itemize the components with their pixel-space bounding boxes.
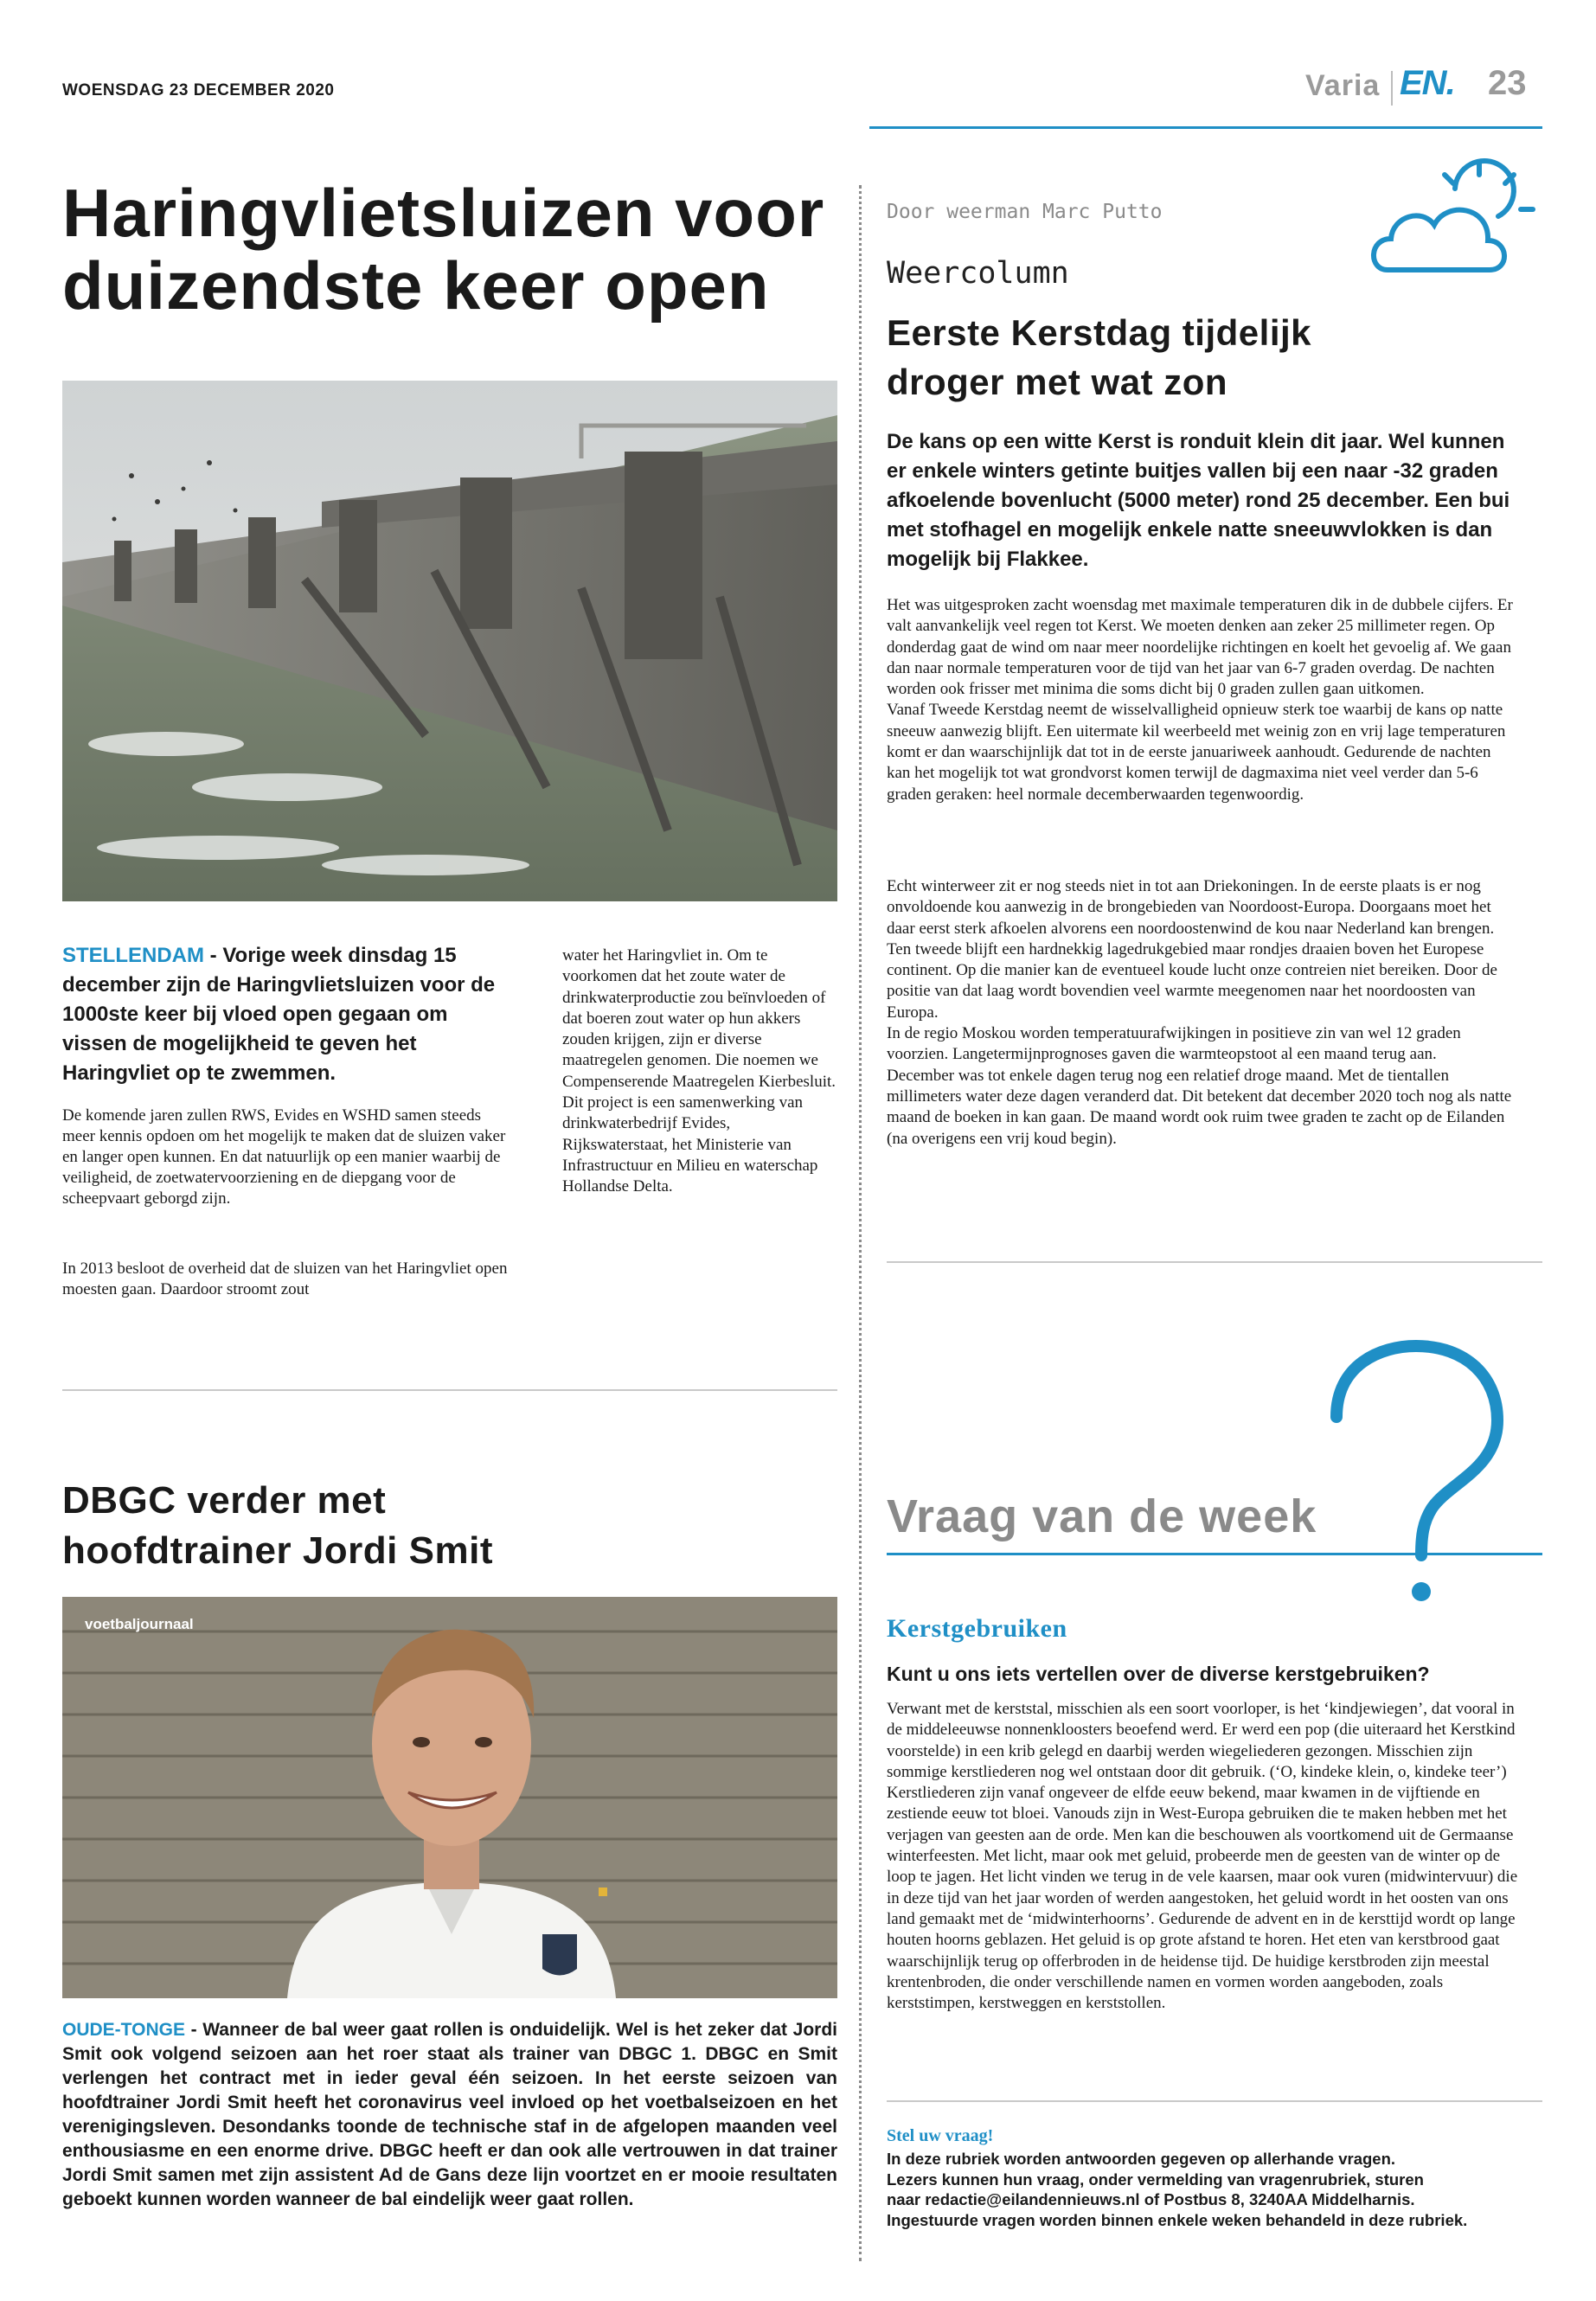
issue-date: WOENSDAG 23 DECEMBER 2020 — [62, 81, 335, 99]
header-rule — [869, 126, 1542, 129]
vraag-section-title: Vraag van de week — [887, 1490, 1317, 1542]
weather-title: Eerste Kerstdag tijdelijk droger met wat zon — [887, 312, 1312, 402]
article-sluizen-paragraph: In 2013 besloot de overheid dat de sluizen van het Haringvliet open moesten gaan. Daardoor stroomt zout — [62, 1259, 508, 1298]
article-sluizen-title: Haringvlietsluizen voor duizendste keer open — [62, 175, 825, 324]
section-name: Varia — [1305, 69, 1381, 102]
page-number: 23 — [1488, 64, 1527, 102]
vraag-cta-body: In deze rubriek worden antwoorden gegeven op allerhande vragen. Lezers kunnen hun vraag, onder vermelding van vragenrubriek, sturen naar redactie@eilandennieuws.nl of Postbus 8, 3240AA Middelharnis. Ingestuurde vragen worden binnen enkele weken behandeld in deze rubriek. — [887, 2150, 1468, 2229]
header-separator — [1391, 71, 1393, 106]
column-separator — [887, 1261, 1542, 1263]
vraag-question: Kunt u ons iets vertellen over de diverse kerstgebruiken? — [887, 1663, 1430, 1685]
vraag-rule — [887, 1553, 1542, 1555]
trainer-illustration — [62, 1597, 837, 1998]
sluices-photo — [62, 381, 837, 901]
article-dbgc-lede: OUDE-TONGE - Wanneer de bal weer gaat rollen is onduidelijk. Wel is het zeker dat Jordi Smit ook volgend seizoen aan het roer staat als trainer van DBGC 1. DBGC en Smit verlengen het contract met in ieder geval één seizoen. In het eerste seizoen van hoofdtrainer Jordi Smit heeft het coronavirus veel invloed op het voetbalseizoen en het verenigingsleven. Desondanks toonde de technische staf in de afgelopen maanden veel enthousiasme en een enorme drive. DBGC heeft er dan ook alle vertrouwen in dat trainer Jordi Smit samen met zijn assistent Ad de Gans deze lijn voortzet en er mooie resultaten geboekt kunnen worden wanneer de bal eindelijk weer gaat rollen. — [62, 2020, 837, 2209]
weather-body-1: Het was uitgesproken zacht woensdag met maximale temperaturen dik in de dubbele cijfers. Er valt aanvankelijk veel regen tot Kerst. We moeten denken aan zeker 25 millimeter regen. Op donderdag gaat de wind om naar meer noordelijke richtingen en koelt het gevoelig af. We gaan dan naar normale temperaturen voor de tijd van het jaar van 6-7 graden overdag. De nachten worden ook frisser met minima die soms dicht bij 0 graden zullen gaan uitkomen. Vanaf Tweede Kerstdag neemt de wisselvalligheid opnieuw sterk toe waarbij de kans op natte sneeuw aanwezig blijft. Een uitermate kil weerbeeld met weinig zon en vrij lage temperaturen komt er dan waarschijnlijk dat tot in de eerste januariweek aanhoudt. Gedurende de nachten kan het mogelijk tot wat grondvorst komen terwijl de dagmaxima niet veel verder dan 5-6 graden geraken: heel normale decemberwaarden tegenwoordig. — [887, 596, 1513, 804]
vraag-answer: Verwant met de kerststal, misschien als een soort voorloper, is het ‘kindjewiegen’, dat vooral in de middeleeuwse nonnenkloosters beoefend werd. Er werd een pop (die uiteraard het Kerstkind voorstelde) in een krib gelegd en daarbij werden wiegeliederen gezongen. Misschien zijn sommige kerstliederen nog wel ontstaan door dit gebruik. (‘O, kindeke klein, o, kindeke teer’) Kerstliederen zijn vanaf ongeveer de elfde eeuw bekend, maar kwamen in de vijftiende en zestiende eeuw tot bloei. Vanouds zijn in West-Europa gebruiken die te maken hebben met het verjagen van geesten aan de orde. Men kan die beschouwen als voortkomend uit de Germaanse winterfeesten. Met licht, maar ook met geluid, probeerde men de geesten van de winter op de loop te jagen. Het licht vinden we terug in de vele kaarsen, maar ook vuren (midwintervuur) die in deze tijd van het jaar worden of werden aangestoken, het geluid wordt in het oosten van ons land gemaakt met de ‘midwinterhoorns’. Gedurende de advent en in de kersttijd wordt op lange houten hoorns geblazen. Het geluid is op grote afstand te horen. Het eten van kerstbrood gaat waarschijnlijk terug op offerbroden in de heidense tijd. De huidige kerstbroden zijn meestal krentenbroden, die onder verschillende namen en vormen worden aangeboden, zoals kerststimpen, kerstweggen en kerststollen. — [887, 1700, 1518, 2013]
sun-cloud-icon — [1368, 156, 1542, 294]
trainer-photo — [62, 1597, 837, 1998]
column-divider — [859, 185, 862, 2261]
weather-column-label: Weercolumn — [887, 256, 1069, 291]
newspaper-logo: EN. — [1400, 64, 1455, 102]
vraag-separator — [887, 2100, 1542, 2102]
weather-lede: De kans op een witte Kerst is ronduit klein dit jaar. Wel kunnen er enkele winters getinte buitjes vallen bij een naar -32 graden afkoelende bovenlucht (5000 meter) rond 25 december. Een bui met stofhagel en mogelijk enkele natte sneeuwvlokken is dan mogelijk bij Flakkee. — [887, 430, 1510, 571]
vraag-cta-title: Stel uw vraag! — [887, 2126, 994, 2145]
article-sluizen-paragraph: De komende jaren zullen RWS, Evides en WSHD samen steeds meer kennis opdoen om het mogelijk te maken dat de sluizen vaker en langer open kunnen. En dat natuurlijk op een manier waarbij de veiligheid, de zoetwatervoorziening en de diepgang voor de scheepvaart geborgd zijn. — [62, 1106, 506, 1208]
question-mark-icon — [1302, 1339, 1509, 1607]
weather-byline: Door weerman Marc Putto — [887, 201, 1163, 223]
article-sluizen-lede: STELLENDAM - Vorige week dinsdag 15 december zijn de Haringvlietsluizen voor de 1000ste keer bij vloed open gegaan om vissen de mogelijkheid te geven het Haringvliet op te zwemmen. — [62, 944, 496, 1085]
vraag-topic: Kerstgebruiken — [887, 1614, 1067, 1643]
article-sluizen-paragraph: water het Haringvliet in. Om te voorkomen dat het zoute water de drinkwaterproductie zou beïnvloeden of dat boeren zout water op hun akkers zouden krijgen, zijn er diverse maatregelen genomen. Die noemen we Compenserende Maatregelen Kierbesluit. Dit project is een samenwerking van drinkwaterbedrijf Evides, Rijkswaterstaat, het Ministerie van Infrastructuur en Milieu en waterschap Hollandse Delta. — [562, 946, 836, 1196]
article-separator — [62, 1389, 837, 1391]
photo-watermark: voetbaljournaal — [85, 1616, 194, 1632]
weather-body-2: Echt winterweer zit er nog steeds niet in tot aan Driekoningen. In de eerste plaats is er nog onvoldoende kou aanwezig in de brongebieden van Noordoost-Europa. Doorgaans moet het daar eerst sterk afkoelen alvorens een noordoostenwind de kou naar Nederland kan brengen. Ten tweede blijft een hardnekkig lagedrukgebied maar rondjes draaien boven het Europese continent. Op die manier kan de eventueel koude lucht onze contreien niet bereiken. Door de positie van dat laag wordt bovendien veel warmte meegenomen naar het noordoosten van Europa. In de regio Moskou worden temperatuurafwijkingen in positieve zin van wel 12 graden voorzien. Langetermijnprognoses gaven die warmteopstoot al een maand terug aan. December was tot enkele dagen terug nog een relatief droge maand. Met de tientallen millimeters water deze dagen veranderd dat. Dit betekent dat december 2020 toch nog als natte maand de boeken in kan gaan. De maand wordt ook ruim twee graden te zacht op de Eilanden (na overigens een vrij koud begin). — [887, 877, 1512, 1148]
article-dbgc-title: DBGC verder met hoofdtrainer Jordi Smit — [62, 1479, 493, 1572]
sluices-illustration — [62, 381, 837, 901]
